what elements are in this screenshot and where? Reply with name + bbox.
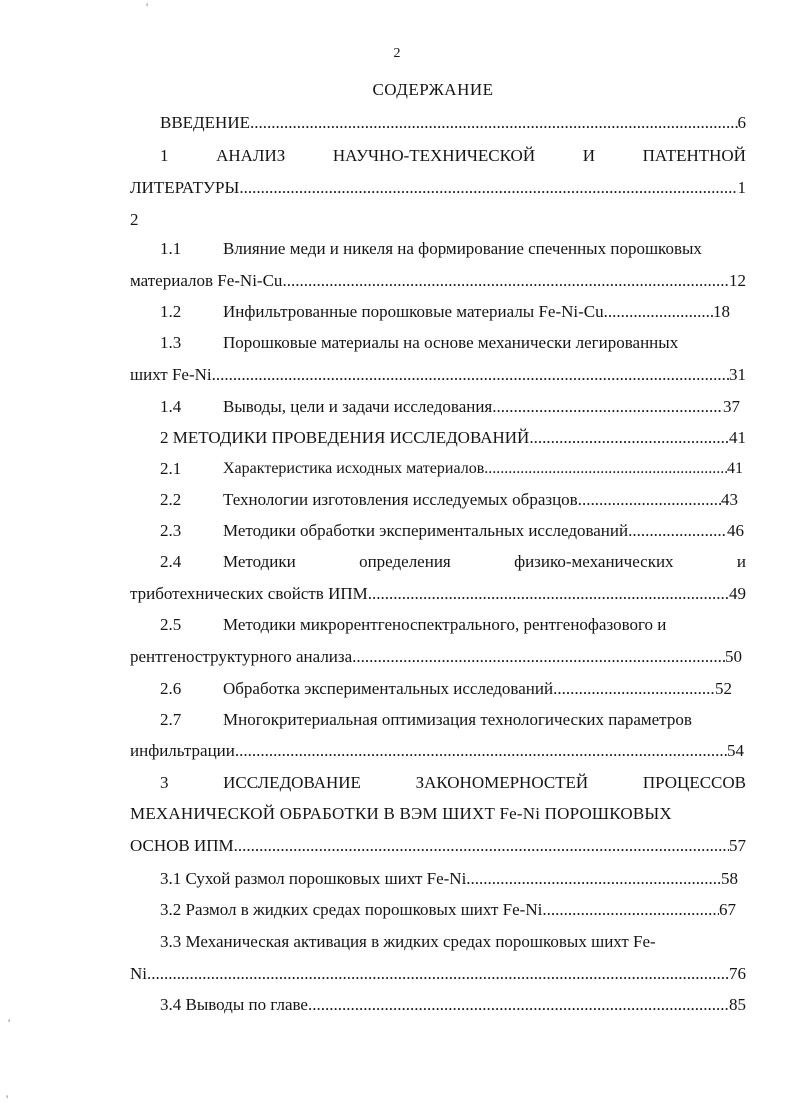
toc-title: СОДЕРЖАНИЕ	[372, 80, 494, 99]
toc-section-3-2: 3.2 Размол в жидких средах порошковых шихт Fe-Ni ..... 67	[160, 899, 736, 921]
toc-section-1-3-line1: Порошковые материалы на основе механически легированных	[223, 333, 679, 352]
toc-section-2-2: Технологии изготовления исследуемых образцов ..... 43	[223, 489, 738, 511]
toc-section-1-4: Выводы, цели и задачи исследования ..... 37	[223, 396, 740, 418]
toc-section-2-6: Обработка экспериментальных исследований ..... 52	[223, 678, 732, 700]
toc-chapter-3-line1: 3 ИССЛЕДОВАНИЕ ЗАКОНОМЕРНОСТЕЙ ПРОЦЕССОВ	[160, 773, 746, 792]
toc-section-1-4-number: 1.4	[160, 397, 182, 416]
page-number: 2	[393, 46, 401, 61]
toc-section-2-7-line2: инфильтрации ..... 54	[130, 740, 744, 762]
toc-section-2-5-line1: Методики микрорентгеноспектрального, рентгенофазового и	[223, 615, 667, 634]
toc-section-1-3-line2: шихт Fe-Ni ..... 31	[130, 364, 746, 386]
scan-speck: '	[146, 0, 149, 14]
scan-speck: '	[6, 1092, 9, 1106]
toc-section-3-1: 3.1 Сухой размол порошковых шихт Fe-Ni ..... 58	[160, 868, 738, 890]
toc-section-2-7-number: 2.7	[160, 710, 182, 729]
toc-chapter-1-line2: ЛИТЕРАТУРЫ ..... 1	[130, 177, 746, 199]
toc-section-2-1: Характеристика исходных материалов ..... 41	[223, 458, 743, 480]
toc-section-2-4-number: 2.4	[160, 552, 182, 571]
toc-section-2-3: Методики обработки экспериментальных исследований ..... 46	[223, 520, 744, 542]
toc-section-2-4-line1: Методики определения физико-механических и	[223, 552, 746, 571]
toc-section-1-1-line1: Влияние меди и никеля на формирование спеченных порошковых	[223, 239, 702, 258]
toc-chapter-3-line2: МЕХАНИЧЕСКОЙ ОБРАБОТКИ В ВЭМ ШИХТ Fe-Ni ПОРОШКОВЫХ	[130, 804, 672, 823]
toc-section-2-3-number: 2.3	[160, 521, 182, 540]
toc-section-1-3-number: 1.3	[160, 333, 182, 352]
toc-section-2-6-number: 2.6	[160, 679, 182, 698]
toc-section-3-3-line2: Ni ..... 76	[130, 963, 746, 985]
toc-section-2-5-number: 2.5	[160, 615, 182, 634]
toc-chapter-2: 2 МЕТОДИКИ ПРОВЕДЕНИЯ ИССЛЕДОВАНИЙ ..... 41	[160, 427, 746, 449]
toc-section-2-1-number: 2.1	[160, 459, 182, 478]
toc-section-1-1-line2: материалов Fe-Ni-Cu ..... 12	[130, 270, 746, 292]
toc-section-2-5-line2: рентгеноструктурного анализа ..... 50	[130, 646, 742, 668]
toc-entry-introduction: ВВЕДЕНИЕ ..... 6	[160, 112, 746, 134]
toc-section-3-4: 3.4 Выводы по главе ..... 85	[160, 994, 746, 1016]
toc-section-2-7-line1: Многокритериальная оптимизация технологических параметров	[223, 710, 692, 729]
toc-section-3-3-line1: 3.3 Механическая активация в жидких средах порошковых шихт Fe-	[160, 932, 656, 951]
toc-section-1-2: Инфильтрованные порошковые материалы Fe-Ni-Cu ..... 18	[223, 301, 730, 323]
scan-speck: '	[8, 1016, 11, 1030]
toc-section-1-1-number: 1.1	[160, 239, 182, 258]
toc-chapter-1-line3: 2	[130, 210, 139, 229]
toc-chapter-1-line1: 1 АНАЛИЗ НАУЧНО-ТЕХНИЧЕСКОЙ И ПАТЕНТНОЙ	[160, 146, 746, 165]
toc-section-1-2-number: 1.2	[160, 302, 182, 321]
toc-section-2-2-number: 2.2	[160, 490, 182, 509]
toc-chapter-3-line3: ОСНОВ ИПМ ..... 57	[130, 835, 746, 857]
toc-section-2-4-line2: триботехнических свойств ИПМ ..... 49	[130, 583, 746, 605]
